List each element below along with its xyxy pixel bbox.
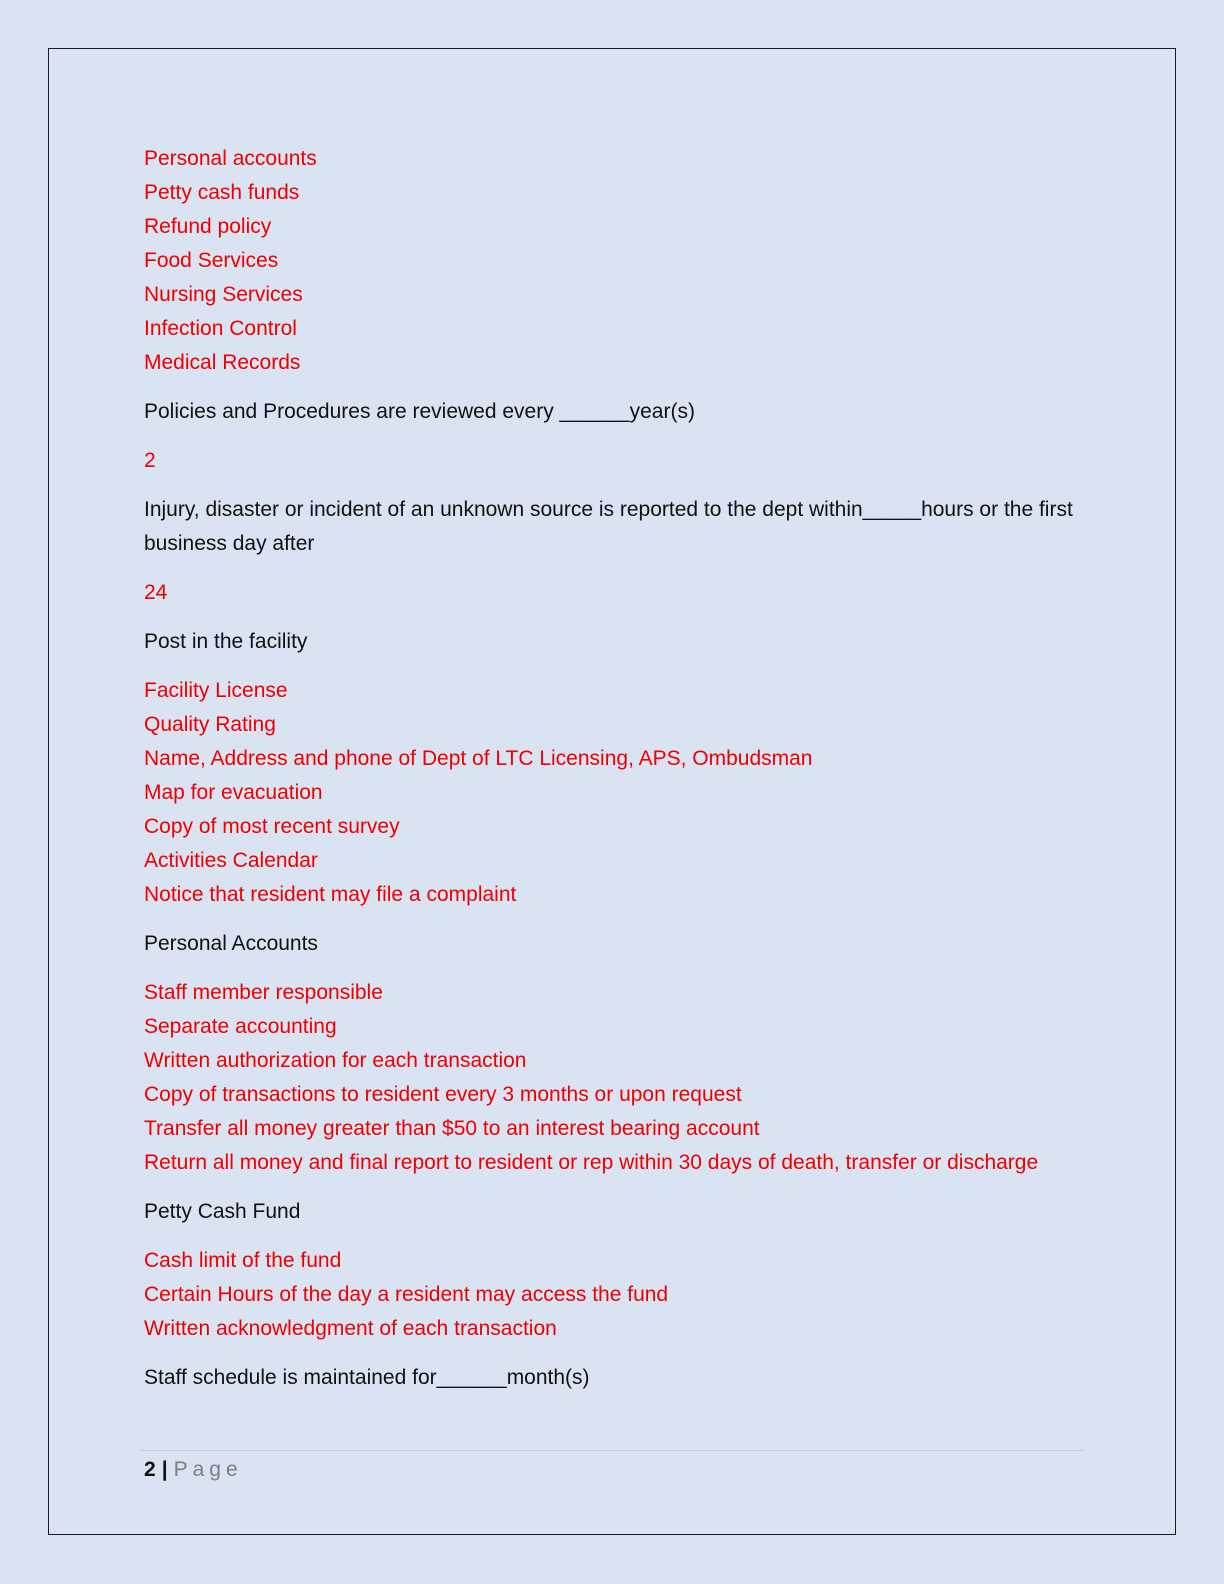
list-item: Nursing Services xyxy=(144,283,303,306)
list-item: Copy of most recent survey xyxy=(144,815,400,838)
list-item: Certain Hours of the day a resident may access the fund xyxy=(144,1283,669,1306)
accounts-heading: Personal Accounts xyxy=(144,932,318,955)
question-review-frequency: Policies and Procedures are reviewed every ______year(s) xyxy=(144,400,695,423)
topics-list xyxy=(144,142,1084,380)
list-item: Notice that resident may file a complaint xyxy=(144,883,517,906)
footer-separator: | xyxy=(161,1458,168,1481)
document-body xyxy=(144,142,1084,1410)
list-item: Food Services xyxy=(144,249,279,272)
page-label: Page xyxy=(173,1458,243,1481)
list-item: Written acknowledgment of each transaction xyxy=(144,1317,557,1340)
list-item: Return all money and final report to resident or rep within 30 days of death, transfer or discharge xyxy=(144,1151,1039,1174)
question-injury-report: Injury, disaster or incident of an unknown source is reported to the dept within_____hours or the first business day after xyxy=(144,498,1073,555)
post-items-list xyxy=(144,674,1084,912)
footer-divider xyxy=(140,1450,1084,1451)
answer-injury-report: 24 xyxy=(144,581,168,604)
list-item: Map for evacuation xyxy=(144,781,323,804)
list-item: Facility License xyxy=(144,679,288,702)
list-item: Transfer all money greater than $50 to an interest bearing account xyxy=(144,1117,760,1140)
post-heading: Post in the facility xyxy=(144,630,308,653)
list-item: Medical Records xyxy=(144,351,301,374)
list-item: Activities Calendar xyxy=(144,849,318,872)
list-item: Refund policy xyxy=(144,215,272,238)
list-item: Staff member responsible xyxy=(144,981,383,1004)
petty-cash-items-list xyxy=(144,1244,1084,1346)
accounts-items-list xyxy=(144,976,1084,1180)
list-item: Written authorization for each transaction xyxy=(144,1049,527,1072)
answer-review-frequency: 2 xyxy=(144,449,156,472)
question-staff-schedule: Staff schedule is maintained for______month(s) xyxy=(144,1366,590,1389)
list-item: Personal accounts xyxy=(144,147,317,170)
list-item: Cash limit of the fund xyxy=(144,1249,342,1272)
list-item: Quality Rating xyxy=(144,713,276,736)
list-item: Copy of transactions to resident every 3 months or upon request xyxy=(144,1083,742,1106)
list-item: Name, Address and phone of Dept of LTC Licensing, APS, Ombudsman xyxy=(144,747,813,770)
list-item: Separate accounting xyxy=(144,1015,337,1038)
page-number: 2 xyxy=(144,1458,156,1481)
list-item: Petty cash funds xyxy=(144,181,300,204)
page-footer xyxy=(144,1455,243,1485)
petty-cash-heading: Petty Cash Fund xyxy=(144,1200,301,1223)
list-item: Infection Control xyxy=(144,317,297,340)
